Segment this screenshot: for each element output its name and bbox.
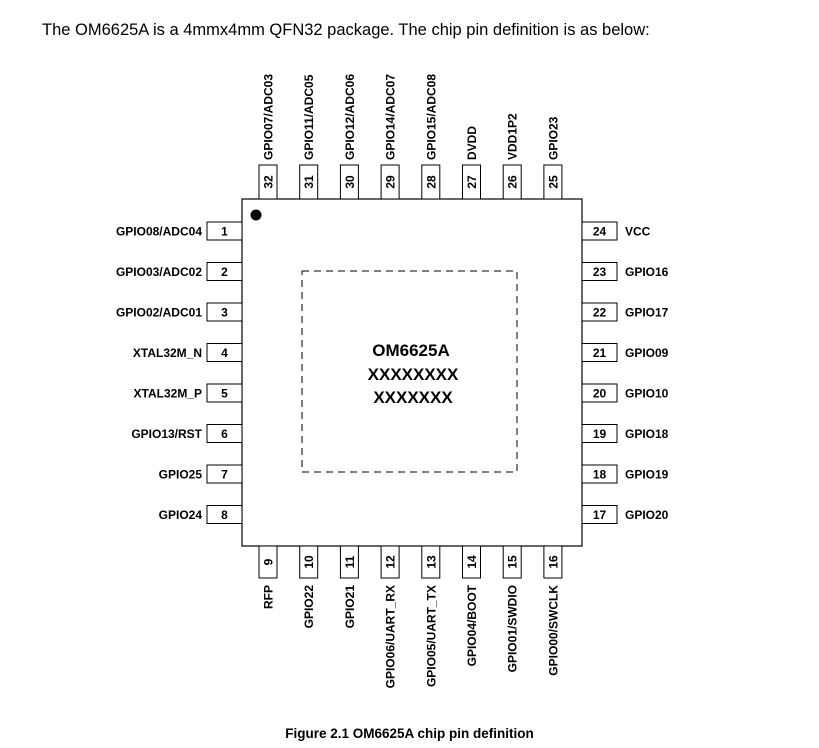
pin-20: [582, 384, 669, 402]
pin-label: GPIO05/UART_TX: [424, 585, 439, 688]
pin-label: GPIO11/ADC05: [302, 74, 317, 160]
pin-number: 25: [546, 175, 561, 189]
pin-label: GPIO12/ADC06: [342, 73, 357, 160]
pin-17: [582, 506, 669, 524]
pin-number: 27: [465, 175, 479, 189]
pin-24: [582, 222, 651, 240]
pin-label: GPIO22: [302, 585, 317, 629]
figure-caption: Figure 2.1 OM6625A chip pin definition: [285, 726, 534, 741]
pin-1: [116, 222, 242, 240]
pin-label: GPIO23: [546, 116, 561, 160]
pin-label: GPIO17: [625, 305, 669, 320]
pin-number: 31: [302, 175, 317, 189]
intro-text: The OM6625A is a 4mmx4mm QFN32 package. The chip pin definition is as below:: [42, 21, 650, 39]
pin-label: GPIO13/RST: [131, 427, 202, 441]
pin1-marker-dot: [251, 210, 262, 221]
pin-29: [381, 74, 399, 199]
pin-number: 8: [221, 508, 228, 522]
pin-label: GPIO03/ADC02: [115, 265, 202, 279]
pin-number: 24: [592, 224, 607, 239]
pin-number: 12: [383, 555, 398, 569]
pin-28: [422, 74, 440, 199]
pin-number: 16: [546, 555, 561, 569]
pin-label: RFP: [261, 585, 276, 609]
pin-27: [463, 126, 481, 199]
pin-label: GPIO00/SWCLK: [546, 585, 561, 676]
pin-number: 30: [342, 175, 357, 189]
pin-9: [259, 546, 277, 609]
pin-11: [340, 546, 358, 628]
pin-number: 2: [221, 265, 228, 279]
pin-label: GPIO04/BOOT: [465, 585, 479, 667]
pin-4: [133, 344, 242, 362]
pin-7: [159, 465, 242, 483]
pin-10: [300, 546, 318, 628]
pin-number: 11: [342, 555, 357, 569]
chip-marking-line3: XXXXXXX: [373, 388, 453, 407]
pin-label: GPIO14/ADC07: [383, 73, 398, 160]
pin-16: [544, 546, 562, 676]
pin-label: DVDD: [465, 125, 479, 160]
pin-label: GPIO10: [625, 386, 669, 401]
pin-label: GPIO24: [158, 508, 202, 522]
pin-label: GPIO15/ADC08: [424, 73, 439, 160]
pin-number: 6: [221, 427, 228, 441]
pin-label: GPIO08/ADC04: [115, 224, 202, 239]
pin-number: 26: [505, 175, 520, 189]
pin-label: GPIO16: [625, 265, 669, 279]
pin-2: [116, 263, 242, 281]
pin-label: GPIO09: [625, 346, 669, 360]
pin-label: GPIO20: [625, 508, 669, 522]
pin-3: [116, 303, 242, 321]
pin-label: GPIO07/ADC03: [261, 73, 276, 160]
pin-label: GPIO25: [158, 467, 202, 482]
pin-number: 14: [465, 555, 479, 569]
chip-marking-line2: XXXXXXXX: [367, 365, 459, 384]
pin-22: [582, 303, 669, 321]
pin-label: VCC: [625, 224, 651, 239]
pin-31: [300, 74, 318, 199]
pin-26: [503, 113, 521, 199]
pin-25: [544, 116, 562, 199]
pin-number: 28: [424, 175, 439, 189]
pin-number: 5: [221, 386, 228, 401]
pin-number: 23: [592, 265, 607, 279]
pin-number: 17: [592, 508, 607, 522]
pin-number: 4: [221, 346, 228, 360]
pin-18: [582, 465, 669, 483]
pin-15: [503, 546, 521, 672]
pin-number: 18: [592, 467, 607, 482]
pin-number: 19: [592, 427, 607, 441]
pin-number: 13: [424, 555, 439, 569]
pin-14: [463, 546, 481, 666]
pin-number: 21: [592, 346, 607, 360]
pin-number: 22: [592, 305, 607, 320]
pin-12: [381, 546, 399, 688]
pin-23: [582, 263, 669, 281]
pin-13: [422, 546, 440, 687]
pin-number: 29: [383, 175, 398, 189]
pin-5: [134, 384, 242, 402]
pin-21: [582, 344, 669, 362]
pin-label: GPIO19: [625, 467, 669, 482]
pin-label: GPIO21: [342, 585, 357, 629]
pin-label: XTAL32M_N: [132, 346, 202, 360]
chip-name: OM6625A: [372, 341, 450, 360]
pin-label: XTAL32M_P: [133, 386, 202, 401]
pin-30: [340, 74, 358, 199]
pin-number: 20: [592, 386, 607, 401]
pin-8: [159, 506, 242, 524]
pin-number: 3: [221, 305, 228, 320]
pin-number: 15: [505, 555, 520, 569]
pin-number: 1: [221, 224, 228, 239]
pin-number: 32: [261, 175, 276, 189]
pin-6: [131, 425, 242, 443]
pin-number: 10: [302, 555, 317, 569]
pin-number: 9: [261, 558, 276, 566]
pin-label: VDD1P2: [505, 113, 520, 160]
pin-19: [582, 425, 669, 443]
pin-label: GPIO01/SWDIO: [505, 585, 520, 673]
pin-label: GPIO06/UART_RX: [383, 585, 398, 689]
pin-32: [259, 74, 277, 199]
pin-number: 7: [221, 467, 228, 482]
pin-label: GPIO18: [625, 427, 669, 441]
pin-label: GPIO02/ADC01: [115, 305, 202, 320]
